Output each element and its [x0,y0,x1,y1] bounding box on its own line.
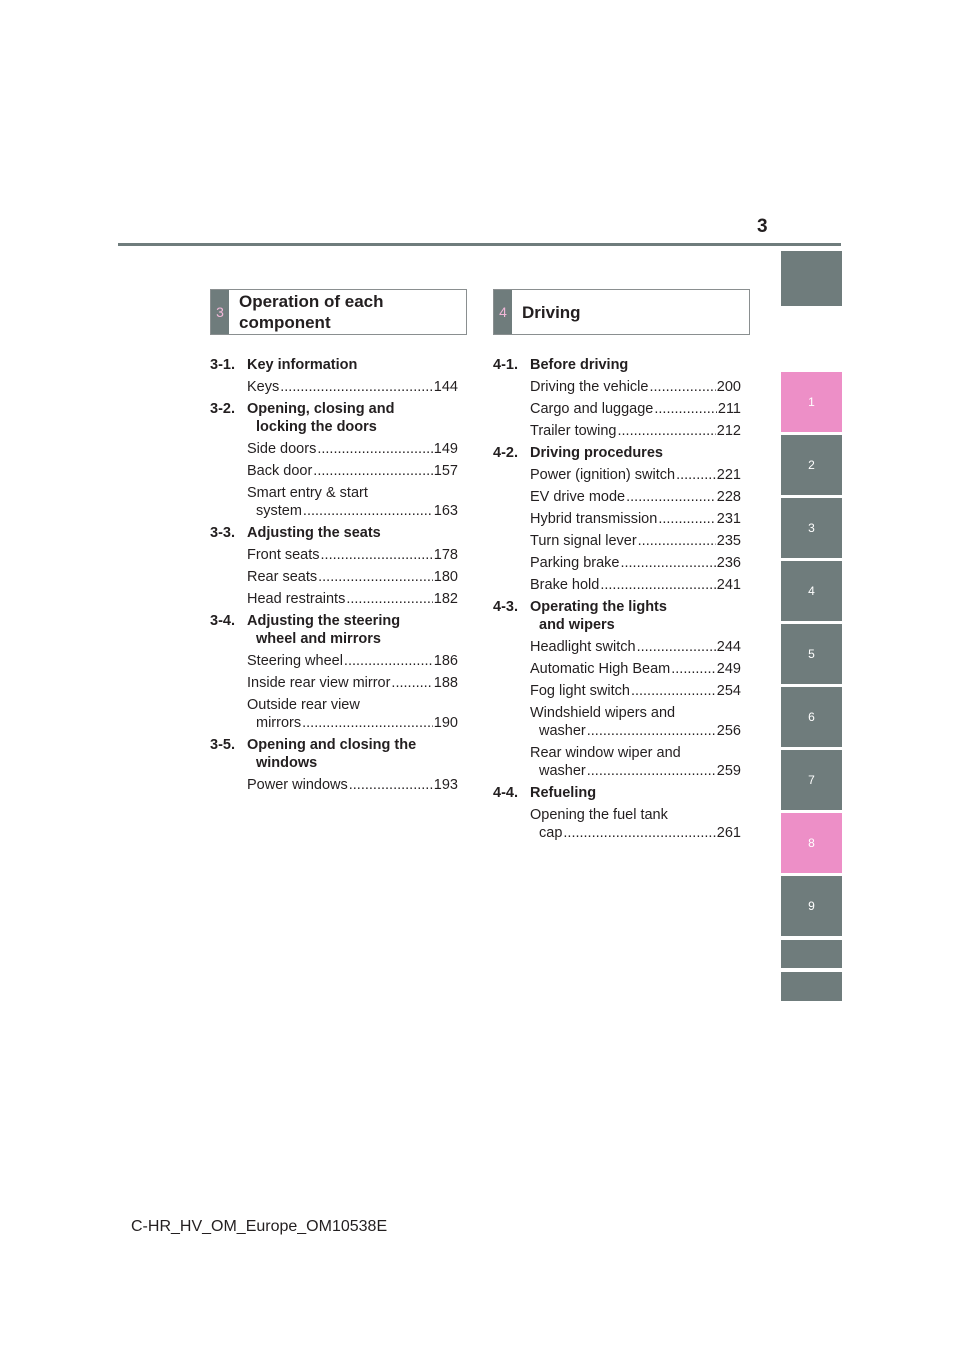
toc-entry-page: 249 [716,661,741,677]
toc-entry-text: Windshield wipers and [530,705,676,721]
toc-entry-text: Steering wheel [247,653,343,669]
toc-entry-line [530,824,741,842]
toc-entry[interactable] [247,378,458,396]
toc-entry-page: 241 [716,577,741,593]
toc-group-title-line: Refueling [530,785,597,801]
toc-group-heading[interactable] [210,400,458,436]
toc-group-number: 4-2. [493,445,518,461]
toc-entry-text: Outside rear view [247,697,360,713]
toc-group-title-line: wheel and mirrors [256,631,381,647]
toc-group-heading[interactable] [493,444,741,462]
toc-group [493,356,741,440]
chapter-tab-8[interactable]: 8 [781,813,842,873]
dot-leader [303,502,433,520]
toc-entry-page: 244 [716,639,741,655]
toc-entry-page: 254 [716,683,741,699]
dot-leader [654,400,717,418]
dot-leader [317,440,432,458]
toc-group [210,356,458,396]
toc-group-number: 3-4. [210,613,235,629]
toc-entry-text: system [256,503,302,519]
toc-entry-page: 235 [716,533,741,549]
toc-group-heading[interactable] [493,356,741,374]
toc-entry-text: Front seats [247,547,320,563]
toc-group-title-line: Opening, closing and [247,401,395,417]
dot-leader [587,762,716,780]
toc-group-title-line: Before driving [530,357,629,373]
toc-entry-page: 144 [433,379,458,395]
chapter-tab-4[interactable]: 4 [781,561,842,621]
toc-group-title [530,356,741,374]
dot-leader [280,378,433,396]
toc-entry-text: Hybrid transmission [530,511,658,527]
dot-leader [321,546,433,564]
toc-entry-text: Parking brake [530,555,620,571]
toc-entry-text: Smart entry & start [247,485,368,501]
dot-leader [344,652,433,670]
toc-entry-text: mirrors [256,715,302,731]
chapter-tab-2[interactable]: 2 [781,435,842,495]
toc-entry-text: Power windows [247,777,348,793]
toc-entry-page: 212 [716,423,741,439]
toc-group-heading[interactable] [210,524,458,542]
toc-group-number: 3-1. [210,357,235,373]
toc-entry-text: Power (ignition) switch [530,467,676,483]
toc-entry-text: Turn signal lever [530,533,637,549]
toc-entry[interactable] [247,462,458,480]
toc-group-title-line: Adjusting the steering [247,613,401,629]
page-number: 3 [757,216,768,237]
toc-entry-line [247,714,458,732]
toc-entry[interactable] [247,652,458,670]
toc-group-title [247,736,458,772]
dot-leader [658,510,715,528]
toc-group-title-line: and wipers [539,617,615,633]
toc-group-title-line: Operating the lights [530,599,667,615]
dot-leader [318,568,433,586]
section-4-toc [493,352,741,842]
toc-entry-page: 211 [717,401,741,417]
section-4-number: 4 [494,290,512,334]
toc-group-title-line: windows [256,755,318,771]
toc-group-title-line: Adjusting the seats [247,525,381,541]
toc-entry-text: washer [539,763,586,779]
dot-leader [638,532,716,550]
toc-entry[interactable] [247,696,458,732]
chapter-tab-7[interactable]: 7 [781,750,842,810]
toc-entry[interactable] [247,674,458,692]
toc-entry-page: 228 [716,489,741,505]
chapter-tab[interactable] [781,251,842,306]
toc-entry-text: Keys [247,379,280,395]
toc-group-number: 3-2. [210,401,235,417]
toc-entry-text: Side doors [247,441,317,457]
toc-entry[interactable] [530,660,741,678]
toc-group-number: 3-3. [210,525,235,541]
toc-entry-text: Driving the vehicle [530,379,649,395]
toc-entry[interactable] [247,776,458,794]
toc-group-heading[interactable] [210,736,458,772]
dot-leader [649,378,715,396]
toc-group [210,736,458,794]
toc-entry[interactable] [247,568,458,586]
toc-group-number: 4-1. [493,357,518,373]
toc-group-title-line: Driving procedures [530,445,663,461]
toc-entry-text: Automatic High Beam [530,661,671,677]
toc-entry[interactable] [247,484,458,520]
dot-leader [626,488,716,506]
toc-entry-page: 149 [433,441,458,457]
toc-group [493,444,741,594]
dot-leader [346,590,432,608]
toc-entry-line [530,762,741,780]
dot-leader [349,776,433,794]
toc-entry-page: 221 [716,467,741,483]
toc-group-heading[interactable] [493,784,741,802]
toc-entry-text: Back door [247,463,313,479]
toc-group-title [530,598,741,634]
toc-entry-page: 190 [433,715,458,731]
toc-entry-text: Head restraints [247,591,346,607]
toc-entry-text: Inside rear view mirror [247,675,391,691]
toc-entry-page: 188 [433,675,458,691]
toc-entry[interactable] [530,576,741,594]
toc-entry[interactable] [530,806,741,842]
toc-group-number: 4-4. [493,785,518,801]
toc-group-title-line: Opening and closing the [247,737,417,753]
toc-group-title [247,356,458,374]
section-3-number: 3 [211,290,229,334]
toc-entry[interactable] [530,532,741,550]
toc-entry-text: washer [539,723,586,739]
toc-group-title-line: locking the doors [256,419,377,435]
toc-entry-text: Opening the fuel tank [530,807,668,823]
toc-entry-line [247,502,458,520]
section-4-title: Driving [522,302,581,322]
dot-leader [313,462,433,480]
header-rule [118,243,841,246]
chapter-tab-1[interactable]: 1 [781,372,842,432]
toc-entry-page: 256 [716,723,741,739]
toc-group [210,524,458,608]
toc-entry[interactable] [530,554,741,572]
chapter-tab[interactable] [781,972,842,1001]
chapter-tab-9[interactable]: 9 [781,876,842,936]
dot-leader [302,714,433,732]
toc-entry[interactable] [530,378,741,396]
dot-leader [391,674,432,692]
toc-entry-text: Brake hold [530,577,600,593]
toc-entry-page: 259 [716,763,741,779]
toc-entry-text: cap [539,825,563,841]
dot-leader [671,660,716,678]
dot-leader [587,722,716,740]
toc-entry-page: 163 [433,503,458,519]
section-3-toc [210,352,458,794]
section-3-header[interactable] [210,289,467,335]
toc-entry[interactable] [247,440,458,458]
toc-entry-text: Fog light switch [530,683,630,699]
toc-entry-page: 193 [433,777,458,793]
toc-entry-page: 231 [716,511,741,527]
chapter-tab-5[interactable]: 5 [781,624,842,684]
chapter-tab-3[interactable]: 3 [781,498,842,558]
toc-entry[interactable] [530,638,741,656]
toc-entry-page: 236 [716,555,741,571]
toc-group-title [530,444,741,462]
toc-entry-text: Rear window wiper and [530,745,681,761]
toc-group [210,612,458,732]
dot-leader [676,466,716,484]
section-4-header[interactable] [493,289,750,335]
toc-entry-text: EV drive mode [530,489,626,505]
toc-entry[interactable] [530,422,741,440]
toc-entry-text: Headlight switch [530,639,636,655]
chapter-tab[interactable] [781,940,842,968]
toc-entry[interactable] [530,682,741,700]
toc-entry-page: 261 [716,825,741,841]
document-footer: C-HR_HV_OM_Europe_OM10538E [131,1218,388,1235]
toc-entry-page: 157 [433,463,458,479]
toc-entry[interactable] [247,546,458,564]
toc-entry[interactable] [530,744,741,780]
dot-leader [600,576,715,594]
dot-leader [637,638,716,656]
toc-group-heading[interactable] [210,356,458,374]
dot-leader [618,422,716,440]
toc-entry[interactable] [247,590,458,608]
toc-group-title [247,524,458,542]
toc-group-title [530,784,741,802]
toc-entry-page: 178 [433,547,458,563]
toc-group-number: 4-3. [493,599,518,615]
dot-leader [631,682,716,700]
toc-group [493,784,741,842]
toc-entry-page: 186 [433,653,458,669]
toc-entry-text: Rear seats [247,569,318,585]
toc-group-number: 3-5. [210,737,235,753]
toc-group-title [247,612,458,648]
toc-group [493,598,741,780]
toc-group-heading[interactable] [210,612,458,648]
toc-entry[interactable] [530,704,741,740]
dot-leader [620,554,715,572]
toc-entry-text: Trailer towing [530,423,617,439]
toc-entry-line [530,722,741,740]
toc-group-title [247,400,458,436]
toc-entry[interactable] [530,400,741,418]
chapter-tab-6[interactable]: 6 [781,687,842,747]
toc-entry[interactable] [530,488,741,506]
toc-entry[interactable] [530,510,741,528]
toc-entry[interactable] [530,466,741,484]
toc-group-title-line: Key information [247,357,358,373]
toc-entry-page: 182 [433,591,458,607]
toc-entry-page: 180 [433,569,458,585]
toc-entry-text: Cargo and luggage [530,401,654,417]
dot-leader [563,824,715,842]
toc-entry-page: 200 [716,379,741,395]
section-3-title: Operation of each component [239,292,384,332]
toc-group [210,400,458,520]
toc-group-heading[interactable] [493,598,741,634]
